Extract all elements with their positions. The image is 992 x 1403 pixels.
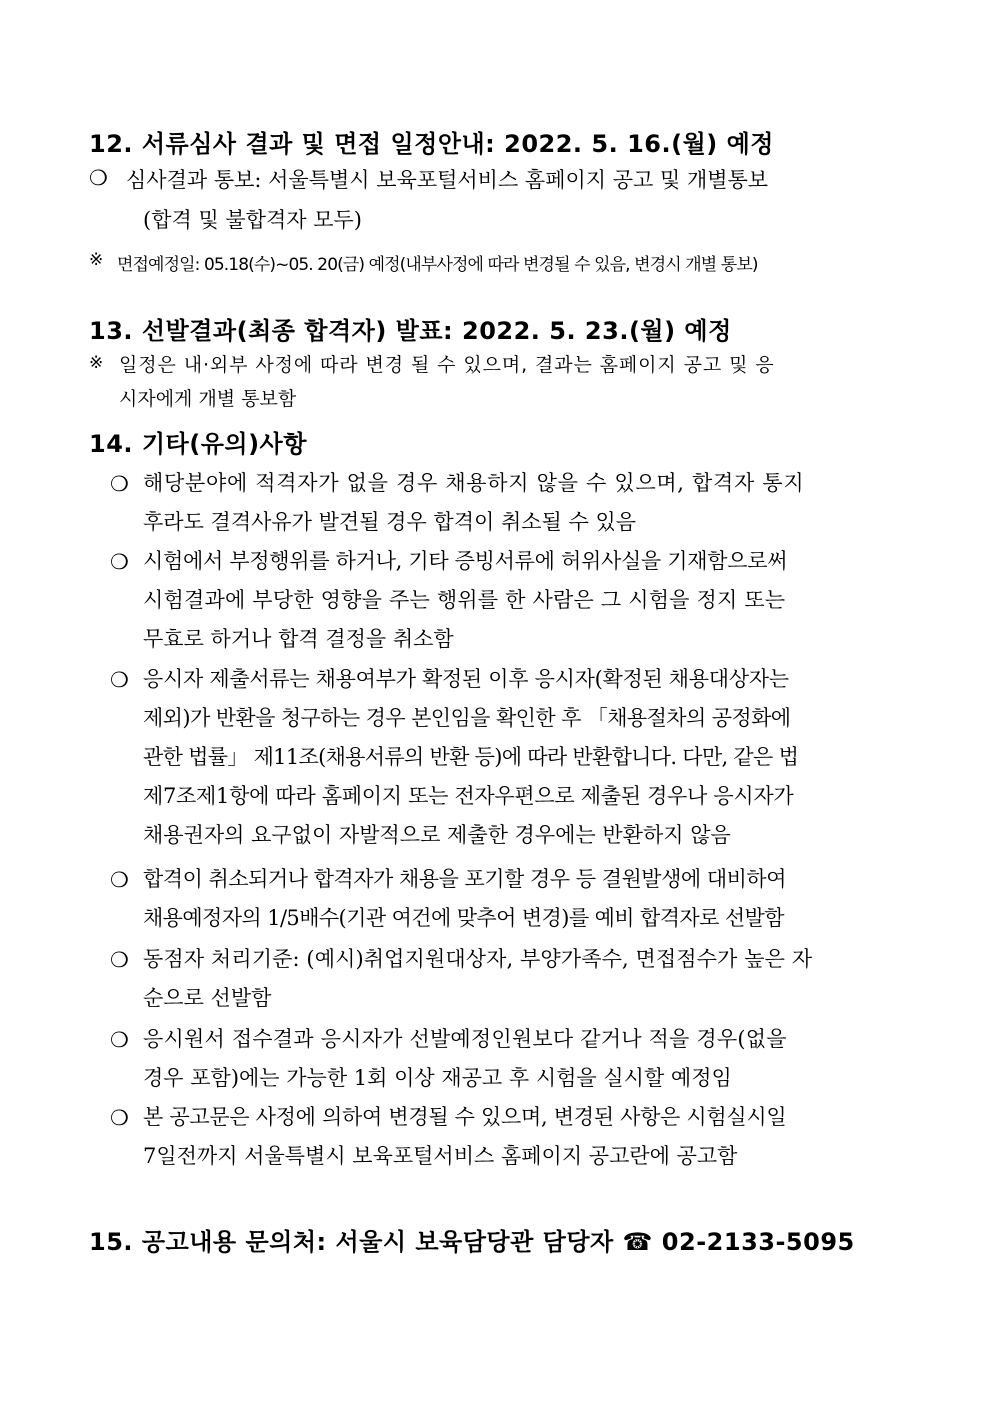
item-1-line-1: 해당분야에 적격자가 없을 경우 채용하지 않을 수 있으며, 합격자 통지 [143,471,805,495]
section-12-item-line1: 심사결과 통보: 서울특별시 보육포털서비스 홈페이지 공고 및 개별통보 [126,168,769,192]
bullet-icon: ❍ [110,668,129,692]
note-symbol: ※ [89,353,104,373]
section-14-item-7 [143,1098,786,1176]
section-14-item-1 [143,464,804,542]
item-4-line-1: 합격이 취소되거나 합격자가 채용을 포기할 경우 등 결원발생에 대비하여 [143,867,786,891]
section-14-item-5 [143,940,812,1018]
section-12-heading: 12. 서류심사 결과 및 면접 일정안내: 2022. 5. 16.(월) 예정 [89,130,774,158]
bullet-icon: ❍ [110,1028,129,1052]
bullet-icon: ❍ [110,868,129,892]
item-3-line-2: 제외)가 반환을 청구하는 경우 본인임을 확인한 후 「채용절차의 공정화에 [143,706,791,730]
section-13-note-line1: 일정은 내·외부 사정에 따라 변경 될 수 있으며, 결과는 홈페이지 공고 및 응 [119,354,775,376]
item-2-line-1: 시험에서 부정행위를 하거나, 기타 증빙서류에 허위사실을 기재함으로써 [143,549,788,573]
bullet-icon: ❍ [110,1106,129,1130]
item-2-line-2: 시험결과에 부당한 영향을 주는 행위를 한 사람은 그 시험을 정지 또는 [143,588,786,612]
item-4-line-2: 채용예정자의 1/5배수(기관 여건에 맞추어 변경)를 예비 합격자로 선발함 [143,906,784,930]
bullet-icon: ❍ [110,948,129,972]
section-12-item-line2: (합격 및 불합격자 모두) [143,208,362,232]
bullet-icon: ❍ [89,166,108,190]
section-14-item-6 [143,1020,787,1098]
section-13-note-line2: 시자에게 개별 통보함 [119,388,297,410]
item-3-line-1: 응시자 제출서류는 채용여부가 확정된 이후 응시자(확정된 채용대상자는 [143,667,789,691]
section-12-note: 면접예정일: 05.18(수)~05. 20(금) 예정(내부사정에 따라 변경될 수 있음, 변경시 개별 통보) [117,255,758,275]
item-3-line-3: 관한 법률」 제11조(채용서류의 반환 등)에 따라 반환합니다. 다만, 같은 법 [143,745,799,769]
section-14-heading: 14. 기타(유의)사항 [89,430,307,458]
note-symbol: ※ [89,250,104,270]
item-3-line-4: 제7조제1항에 따라 홈페이지 또는 전자우편으로 제출된 경우나 응시자가 [143,784,794,808]
bullet-icon: ❍ [110,472,129,496]
section-13-heading: 13. 선발결과(최종 합격자) 발표: 2022. 5. 23.(월) 예정 [89,317,732,345]
section-14-item-4 [143,860,786,938]
item-7-line-2: 7일전까지 서울특별시 보육포털서비스 홈페이지 공고란에 공고함 [143,1144,738,1168]
item-5-line-2: 순으로 선발함 [143,986,272,1010]
item-6-line-2: 경우 포함)에는 가능한 1회 이상 재공고 후 시험을 실시할 예정임 [143,1066,732,1090]
item-6-line-1: 응시원서 접수결과 응시자가 선발예정인원보다 같거나 적을 경우(없을 [143,1027,787,1051]
item-5-line-1: 동점자 처리기준: (예시)취업지원대상자, 부양가족수, 면접점수가 높은 자 [143,947,813,971]
section-14-item-3 [143,660,798,855]
section-15-heading: 15. 공고내용 문의처: 서울시 보육담당관 담당자 ☎ 02-2133-5095 [89,1228,855,1256]
section-14-item-2 [143,542,787,659]
item-2-line-3: 무효로 하거나 합격 결정을 취소함 [143,627,454,651]
item-3-line-5: 채용권자의 요구없이 자발적으로 제출한 경우에는 반환하지 않음 [143,823,731,847]
item-7-line-1: 본 공고문은 사정에 의하여 변경될 수 있으며, 변경된 사항은 시험실시일 [143,1105,787,1129]
item-1-line-2: 후라도 결격사유가 발견될 경우 합격이 취소될 수 있음 [143,510,637,534]
bullet-icon: ❍ [110,550,129,574]
